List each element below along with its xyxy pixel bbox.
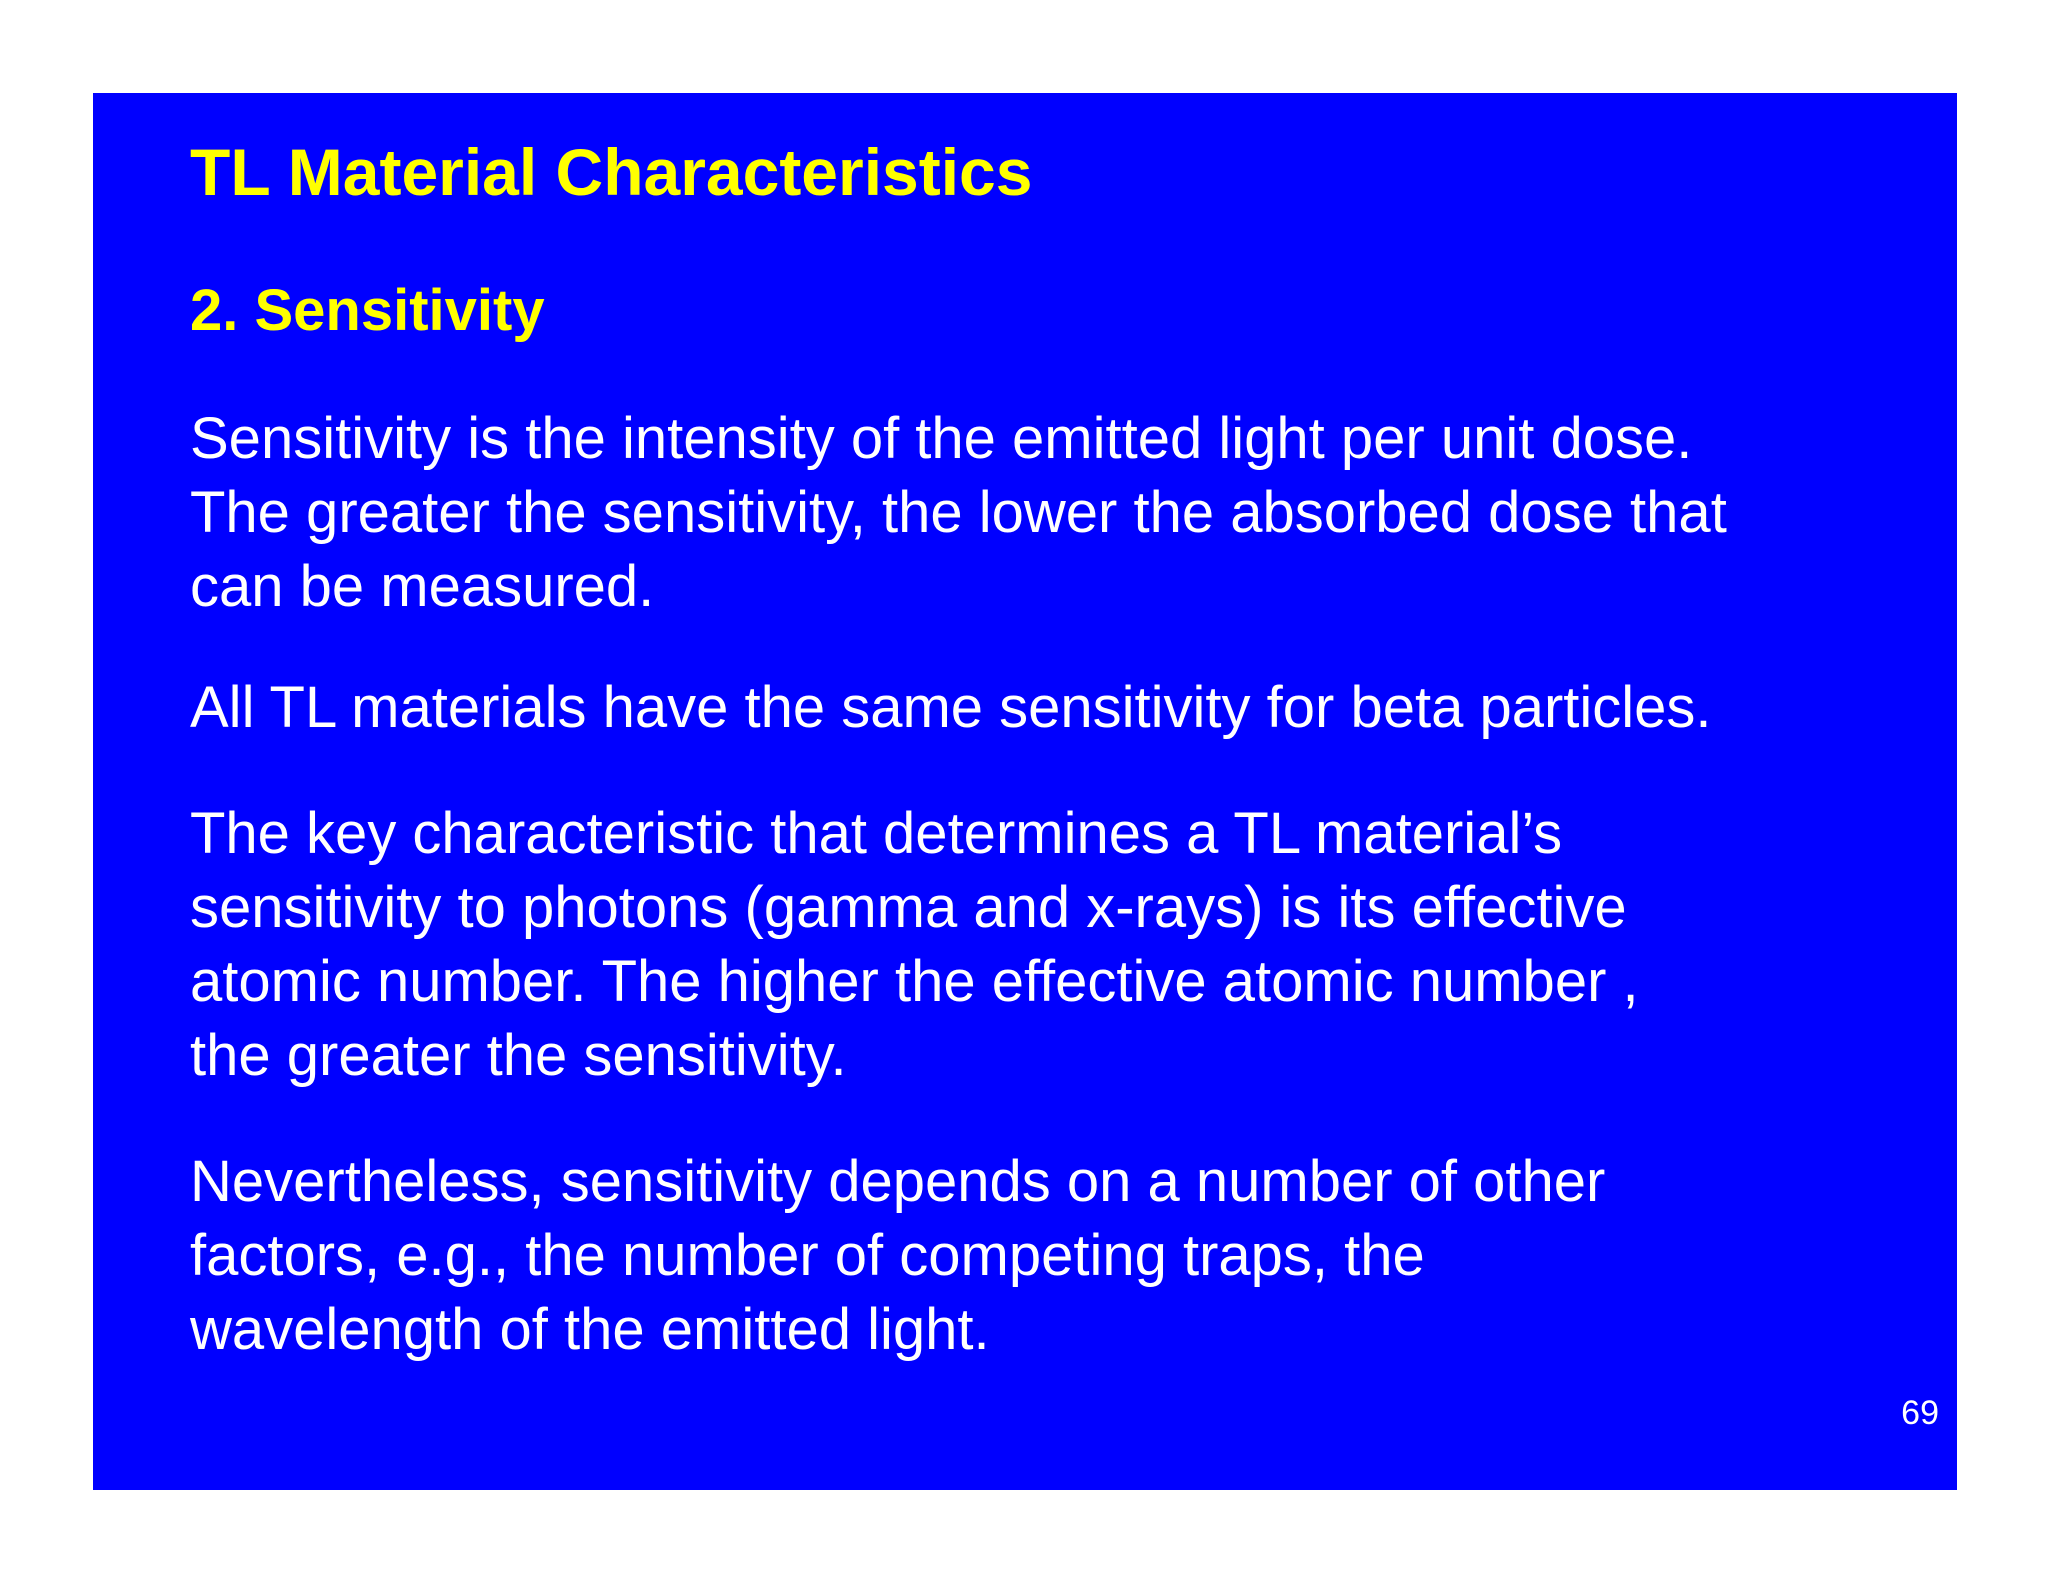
paragraph-definition: [190, 402, 1890, 624]
paragraph-line: factors, e.g., the number of competing traps, the: [190, 1223, 1425, 1288]
slide: [93, 93, 1957, 1490]
paragraph-line: atomic number. The higher the effective atomic number ,: [190, 949, 1639, 1014]
paragraph-line: the greater the sensitivity.: [190, 1023, 847, 1088]
paragraph-line: The greater the sensitivity, the lower the absorbed dose that: [190, 480, 1727, 545]
paragraph-line: sensitivity to photons (gamma and x-rays) is its effective: [190, 875, 1627, 940]
section-heading: 2. Sensitivity: [190, 278, 545, 343]
paragraph-line: All TL materials have the same sensitivity for beta particles.: [190, 675, 1712, 740]
slide-title: TL Material Characteristics: [190, 135, 1033, 209]
page-number: 69: [1901, 1394, 1939, 1432]
paragraph-line: Sensitivity is the intensity of the emitted light per unit dose.: [190, 406, 1693, 471]
paragraph-photons: [190, 797, 1890, 1093]
paragraph-other-factors: [190, 1145, 1890, 1367]
paragraph-line: can be measured.: [190, 554, 655, 619]
paragraph-line: wavelength of the emitted light.: [190, 1297, 990, 1362]
paragraph-beta: [190, 671, 1890, 745]
paragraph-line: Nevertheless, sensitivity depends on a number of other: [190, 1149, 1606, 1214]
paragraph-line: The key characteristic that determines a TL material’s: [190, 801, 1563, 866]
